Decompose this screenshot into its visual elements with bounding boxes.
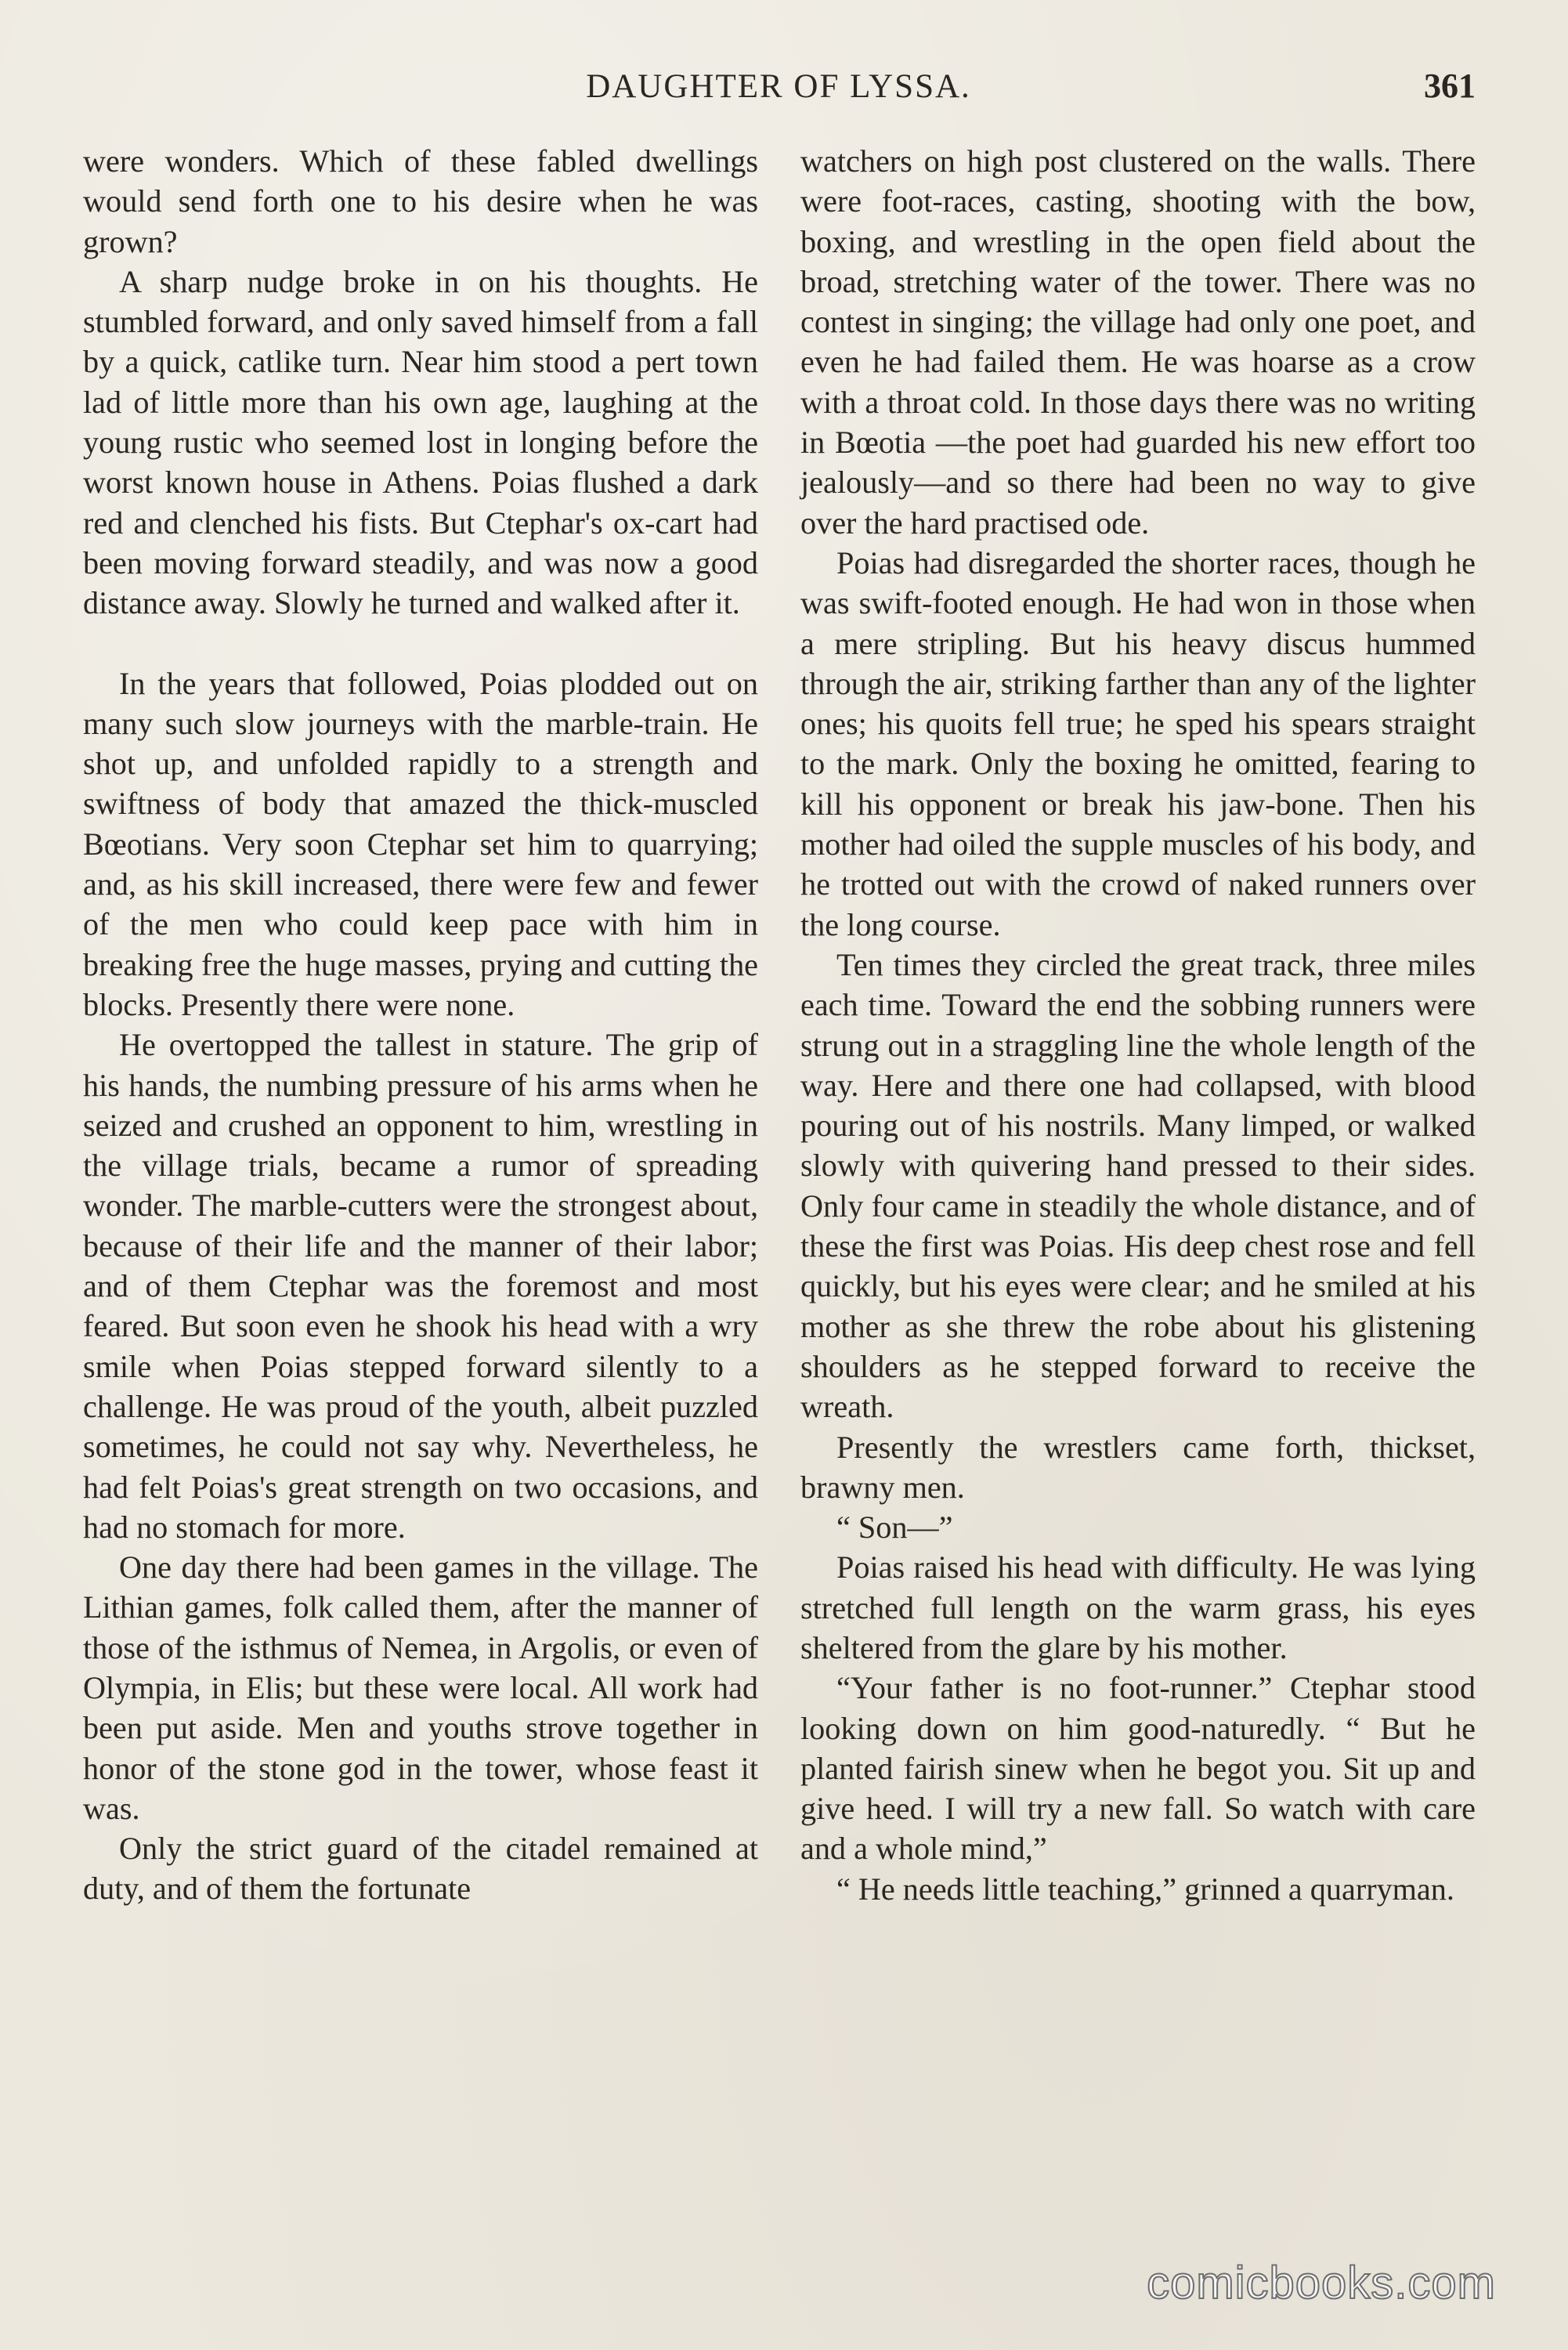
watermark-logo: comicbooks.com	[1147, 2258, 1496, 2308]
page-number: 361	[1424, 67, 1476, 105]
right-column	[800, 141, 1476, 1909]
running-title: DAUGHTER OF LYSSA.	[586, 68, 971, 105]
paragraph: “Your father is no foot-runner.” Ctephar stood looking down on him good-naturedly. “ But he planted fairish sinew when he begot you. Sit up and give heed. I will try a new fall. So watch with care and a whole mind,”	[800, 1670, 1476, 1867]
paragraph: Presently the wrestlers came forth, thickset, brawny men.	[800, 1429, 1476, 1505]
paragraph: Poias had disregarded the shorter races, though he was swift-footed enough. He had won in those when a mere stripling. But his heavy discus hummed through the air, striking farther than any of the lighter ones; his quoits fell true; he sped his spears straight to the mark. Only the boxing he omitted, fearing to kill his opponent or break his jaw-bone. Then his mother had oiled the supple muscles of his body, and he trotted out with the crowd of naked runners over the long course.	[800, 544, 1476, 942]
running-head	[81, 63, 1476, 118]
paragraph: “ He needs little teaching,” grinned a quarryman.	[836, 1871, 1454, 1907]
paragraph: “ Son—”	[836, 1509, 953, 1546]
paragraph: One day there had been games in the village. The Lithian games, folk called them, after the manner of those of the isthmus of Nemea, in Argolis, or even of Olympia, in Elis; but these were local. All work had been put aside. Men and youths strove together in honor of the stone god in the tower, whose feast it was.	[83, 1549, 758, 1826]
paragraph: watchers on high post clustered on the walls. There were foot-races, casting, shooting with the bow, boxing, and wrestling in the open field about the broad, stretching water of the tower. There was no contest in singing; the village had only one poet, and even he had failed them. He was hoarse as a crow with a throat cold. In those days there was no writing in Bœotia —the poet had guarded his new effort too jealously—and so there had been no way to give over the hard practised ode.	[800, 143, 1476, 540]
paragraph: Ten times they circled the great track, three miles each time. Toward the end the sobbing runners were strung out in a straggling line the whole length of the way. Here and there one had collapsed, with blood pouring out of his nostrils. Many limped, or walked slowly with quivering hand pressed to their sides. Only four came in steadily the whole distance, and of these the first was Poias. His deep chest rose and fell quickly, but his eyes were clear; and he smiled at his mother as she threw the robe about his glistening shoulders as he stepped forward to receive the wreath.	[800, 946, 1476, 1425]
left-column	[83, 141, 758, 1909]
paragraph: Only the strict guard of the citadel remained at duty, and of them the fortunate	[83, 1831, 758, 1907]
paragraph: Poias raised his head with difficulty. He was lying stretched full length on the warm grass, his eyes sheltered from the glare by his mother.	[800, 1549, 1476, 1665]
paragraph: He overtopped the tallest in stature. The grip of his hands, the numbing pressure of his arms when he seized and crushed an opponent to him, wrestling in the village trials, became a rumor of spreading wonder. The marble-cutters were the strongest about, because of their life and the manner of their labor; and of them Ctephar was the foremost and most feared. But soon even he shook his head with a wry smile when Poias stepped forward silently to a challenge. He was proud of the youth, albeit puzzled sometimes, he could not say why. Nevertheless, he had felt Poias's great strength on two occasions, and had no stomach for more.	[83, 1027, 758, 1545]
paragraph: were wonders. Which of these fabled dwellings would send forth one to his desire when he was grown?	[83, 143, 758, 259]
paragraph: A sharp nudge broke in on his thoughts. He stumbled forward, and only saved himself from a fall by a quick, catlike turn. Near him stood a pert town lad of little more than his own age, laughing at the young rustic who seemed lost in longing before the worst known house in Athens. Poias flushed a dark red and clenched his fists. But Ctephar's ox-cart had been moving forward steadily, and was now a good distance away. Slowly he turned and walked after it.	[83, 263, 758, 621]
paragraph: In the years that followed, Poias plodded out on many such slow journeys with the marble-train. He shot up, and unfolded rapidly to a strength and swiftness of body that amazed the thick-muscled Bœotians. Very soon Ctephar set him to quarrying; and, as his skill increased, there were few and fewer of the men who could keep pace with him in breaking free the huge masses, prying and cutting the blocks. Presently there were none.	[83, 665, 758, 1022]
